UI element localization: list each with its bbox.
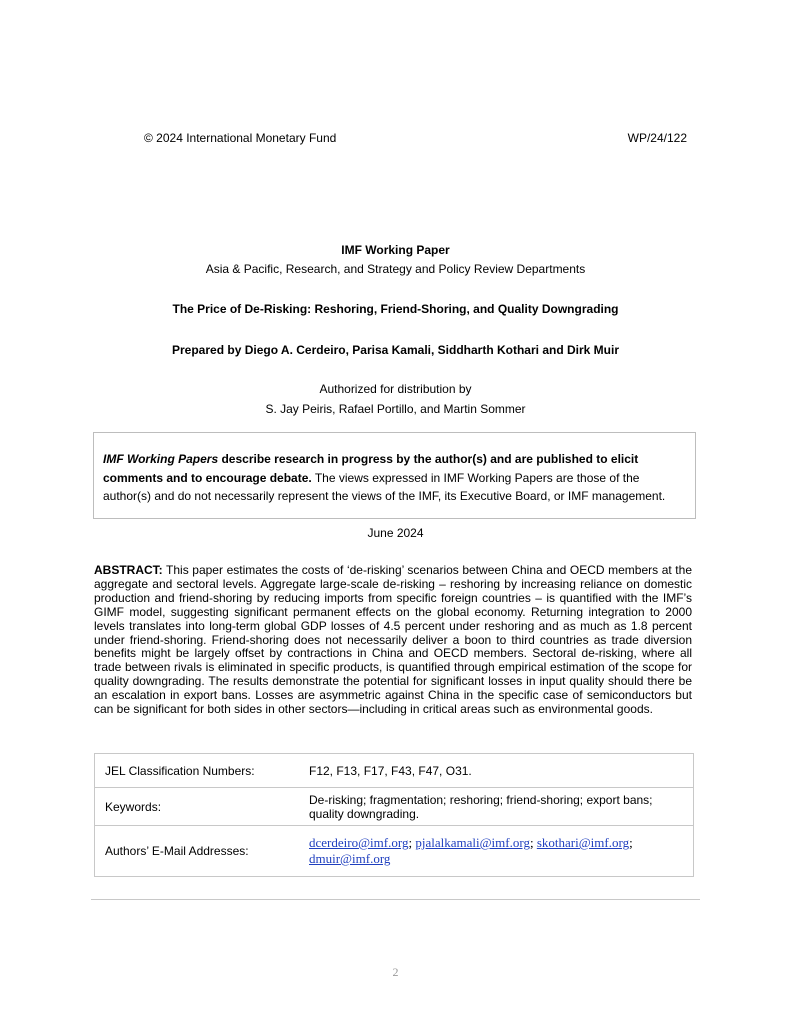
disclaimer-italic-lead: IMF Working Papers	[103, 452, 219, 466]
paper-title: The Price of De-Risking: Reshoring, Friend-Shoring, and Quality Downgrading	[172, 302, 619, 316]
page-number: 2	[392, 965, 399, 979]
publication-date: June 2024	[367, 526, 424, 540]
table-row	[95, 826, 694, 877]
copyright-notice: © 2024 International Monetary Fund	[144, 131, 337, 145]
email-link[interactable]: dmuir@imf.org	[309, 851, 391, 866]
footer-divider	[91, 899, 700, 900]
authors-line: Prepared by Diego A. Cerdeiro, Parisa Kamali, Siddharth Kothari and Dirk Muir	[172, 343, 619, 357]
emails-label: Authors’ E-Mail Addresses:	[95, 826, 310, 877]
abstract-label: ABSTRACT:	[94, 563, 163, 577]
paper-number: WP/24/122	[627, 131, 687, 145]
authorized-names: S. Jay Peiris, Rafael Portillo, and Martin Sommer	[265, 402, 526, 416]
keywords-value: De-risking; fragmentation; reshoring; friend-shoring; export bans; quality downgrading.	[309, 788, 694, 826]
series-title: IMF Working Paper	[341, 243, 450, 257]
keywords-label: Keywords:	[95, 788, 310, 826]
jel-value: F12, F13, F17, F43, F47, O31.	[309, 754, 694, 788]
email-link[interactable]: dcerdeiro@imf.org	[309, 835, 409, 850]
emails-value: dcerdeiro@imf.org; pjalalkamali@imf.org; skothari@imf.org; dmuir@imf.org	[309, 826, 694, 877]
abstract-text: This paper estimates the costs of ‘de-risking’ scenarios between China and OECD members at the aggregate and sectoral levels. Aggregate large-scale de-risking – reshoring by increasing reliance on domestic production and friend-shoring by reducing imports from specific foreign countries – is quantified with the IMF’s GIMF model, suggesting significant permanent effects on the global economy. Returning integration to 2000 levels translates into long-term global GDP losses of 4.5 percent under reshoring and as much as 1.8 percent under friend-shoring. Friend-shoring does not necessarily deliver a boon to third countries as trade diversion benefits might be largely offset by contractions in China and OECD members. Sectoral de-risking, where all trade between rivals is eliminated in specific products, is quantified through empirical estimation of the scope for quality downgrading. The results demonstrate the potential for significant losses in input quality should there be an escalation in export bans. Losses are asymmetric against China in the specific case of semiconductors but can be significant for both sides in other sectors—including in critical areas such as environmental goods.	[94, 563, 692, 717]
disclaimer-plain-text: The views expressed in IMF Working Papers are those of the author(s) and do not necessarily represent the views of the IMF, its Executive Board, or IMF management.	[103, 470, 666, 503]
departments: Asia & Pacific, Research, and Strategy and Policy Review Departments	[205, 262, 586, 276]
table-row	[95, 788, 694, 826]
jel-label: JEL Classification Numbers:	[95, 754, 310, 788]
email-link[interactable]: pjalalkamali@imf.org	[415, 835, 530, 850]
disclaimer-bold-text: describe research in progress by the author(s) and are published to elicit comments and to encourage debate.	[103, 452, 639, 485]
abstract	[94, 564, 692, 717]
info-table	[94, 753, 694, 877]
email-link[interactable]: skothari@imf.org	[536, 835, 630, 850]
authorized-label: Authorized for distribution by	[319, 382, 472, 396]
table-row	[95, 754, 694, 788]
disclaimer-box	[93, 432, 696, 519]
